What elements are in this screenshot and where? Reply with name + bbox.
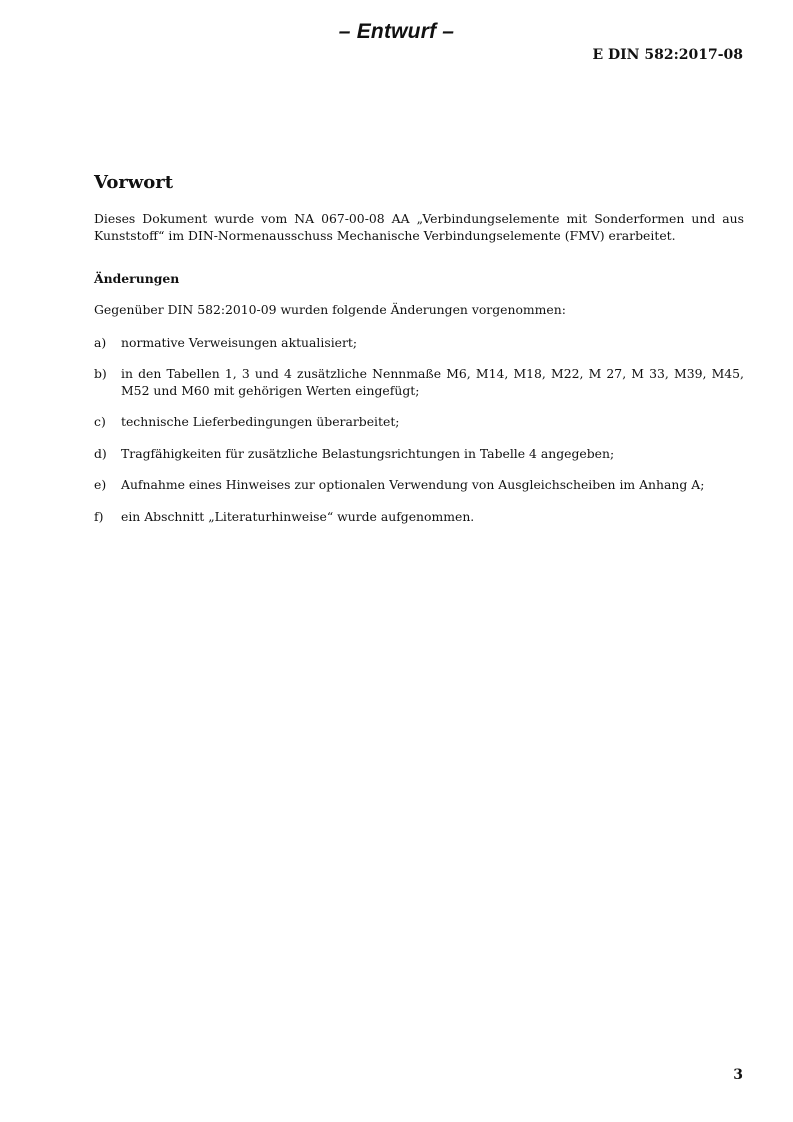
- list-item: [94, 335, 744, 352]
- page-content: [94, 172, 744, 540]
- list-item-text: ein Abschnitt „Literaturhinweise“ wurde aufgenommen.: [121, 508, 475, 524]
- list-marker: f): [94, 508, 104, 524]
- foreword-paragraph: Dieses Dokument wurde vom NA 067-00-08 AA „Verbindungselemente mit Sonderformen und aus Kunststoff“ im DIN-Normenausschuss Mechanische Verbindungselemente (FMV) erarbeitet.: [94, 211, 744, 243]
- list-item: [94, 509, 744, 526]
- list-item: [94, 414, 744, 431]
- page-number: 3: [733, 1067, 743, 1083]
- changes-heading: Änderungen: [94, 271, 180, 286]
- draft-watermark-title: – Entwurf –: [338, 20, 455, 43]
- list-marker: c): [94, 414, 106, 429]
- list-marker: a): [94, 334, 107, 350]
- list-item-text: Tragfähigkeiten für zusätzliche Belastungsrichtungen in Tabelle 4 angegeben;: [121, 445, 615, 461]
- list-item: [94, 477, 744, 494]
- changes-list: [94, 335, 744, 526]
- list-item-text: in den Tabellen 1, 3 und 4 zusätzliche Nennmaße M6, M14, M18, M22, M 27, M 33, M39, M45, M52 und M60 mit gehörigen Werten eingefügt;: [121, 366, 744, 398]
- list-item: [94, 446, 744, 463]
- list-item: [94, 366, 744, 399]
- list-item-text: Aufnahme eines Hinweises zur optionalen Verwendung von Ausgleichscheiben im Anhang A;: [121, 477, 705, 492]
- list-item-text: normative Verweisungen aktualisiert;: [121, 334, 358, 350]
- list-marker: b): [94, 366, 107, 381]
- list-item-text: technische Lieferbedingungen überarbeitet;: [121, 414, 400, 429]
- document-identifier: E DIN 582:2017-08: [592, 47, 743, 63]
- foreword-heading: Vorwort: [94, 172, 174, 193]
- list-marker: d): [94, 445, 107, 461]
- list-marker: e): [94, 477, 107, 492]
- changes-intro: Gegenüber DIN 582:2010-09 wurden folgende Änderungen vorgenommen:: [94, 302, 566, 317]
